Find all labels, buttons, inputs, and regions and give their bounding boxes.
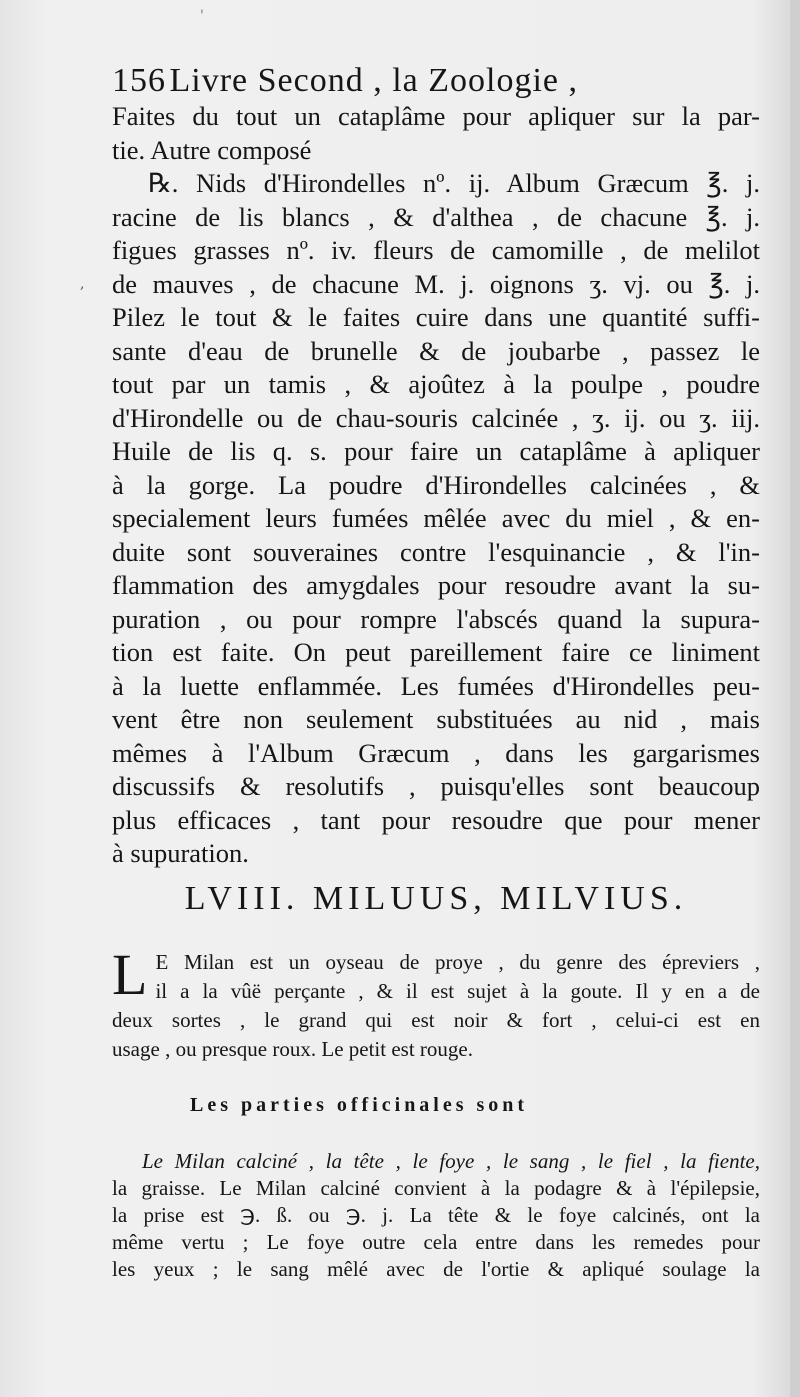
text-line: duite sont souveraines contre l'esquinancie , & l'in- xyxy=(112,536,760,567)
margin-mark: , xyxy=(80,276,85,292)
parts-heading: Les parties officinales sont xyxy=(190,1094,529,1116)
main-text xyxy=(112,100,760,871)
text-line: Faites du tout un cataplâme pour apliquer sur la par- xyxy=(112,101,760,131)
text-line: ℞. Nids d'Hirondelles nº. ij. Album Græcum ℥. j. xyxy=(148,168,760,198)
text-line: à la gorge. La poudre d'Hirondelles calcinées , & xyxy=(112,469,760,500)
text-line: sante d'eau de brunelle & de joubarbe , passez le xyxy=(112,335,760,366)
text-line: même vertu ; Le foye outre cela entre dans les remedes pour xyxy=(112,1230,760,1254)
text-line: discussifs & resolutifs , puisqu'elles sont beaucoup xyxy=(112,771,760,801)
text-line: E Milan est un oyseau de proye , du genre des épreviers , xyxy=(155,950,760,974)
text-line: tie. Autre composé xyxy=(112,134,312,165)
text-line: Huile de lis q. s. pour faire un cataplâme à apliquer xyxy=(112,436,760,466)
text-line: à supuration. xyxy=(112,838,249,868)
page-spine-shadow xyxy=(790,0,800,1397)
ink-mark: ' xyxy=(200,8,204,24)
text-line: flammation des amygdales pour resoudre avant la su- xyxy=(112,570,760,600)
drop-cap: L xyxy=(112,942,148,1007)
text-line: figues grasses nº. iv. fleurs de camomille , de melilot xyxy=(112,235,760,265)
parts-text xyxy=(112,1148,760,1283)
text-line: Pilez le tout & le faites cuire dans une quantité suffi- xyxy=(112,302,760,332)
text-line: mêmes à l'Album Græcum , dans les gargarismes xyxy=(112,737,760,768)
text-line: usage , ou presque roux. Le petit est rouge. xyxy=(112,1037,473,1061)
text-line: tout par un tamis , & ajoûtez à la poulpe , poudre xyxy=(112,369,760,399)
text-line: à la luette enflammée. Les fumées d'Hirondelles peu- xyxy=(112,670,760,701)
text-line: vent être non seulement substituées au nid , mais xyxy=(112,704,760,734)
text-line: d'Hirondelle ou de chau-souris calcinée , ʒ. ij. ou ʒ. iij. xyxy=(112,402,760,433)
text-line: la graisse. Le Milan calciné convient à la podagre & à l'épilepsie, xyxy=(112,1176,760,1200)
text-line: puration , ou pour rompre l'abscés quand la supura- xyxy=(112,603,760,634)
text-line: tion est faite. On peut pareillement faire ce liniment xyxy=(112,637,760,667)
section-title: LVIII. MILUUS, MILVIUS. xyxy=(184,880,688,917)
text-line: les yeux ; le sang mêlé avec de l'ortie & apliqué soulage la xyxy=(112,1257,760,1281)
text-line: specialement leurs fumées mêlée avec du miel , & en- xyxy=(112,503,760,533)
running-title: Livre Second , la Zoologie , xyxy=(169,62,579,99)
text-line: deux sortes , le grand qui est noir & fort , celui-ci est en xyxy=(112,1008,760,1032)
text-line: Le Milan calciné , la tête , le foye , le sang , le fiel , la fiente, xyxy=(142,1149,760,1173)
section-intro xyxy=(112,942,760,1064)
text-line: la prise est ℈. ß. ou ℈. j. La tête & le foye calcinés, ont la xyxy=(112,1203,760,1227)
text-line: plus efficaces , tant pour resoudre que pour mener xyxy=(112,804,760,835)
text-line: racine de lis blancs , & d'althea , de chacune ℥. j. xyxy=(112,201,760,232)
text-line: de mauves , de chacune M. j. oignons ʒ. vj. ou ℥. j. xyxy=(112,268,760,299)
page-number: 156 xyxy=(112,62,166,99)
text-line: il a la vûë perçante , & il est sujet à la goute. Il y en a de xyxy=(155,979,760,1003)
